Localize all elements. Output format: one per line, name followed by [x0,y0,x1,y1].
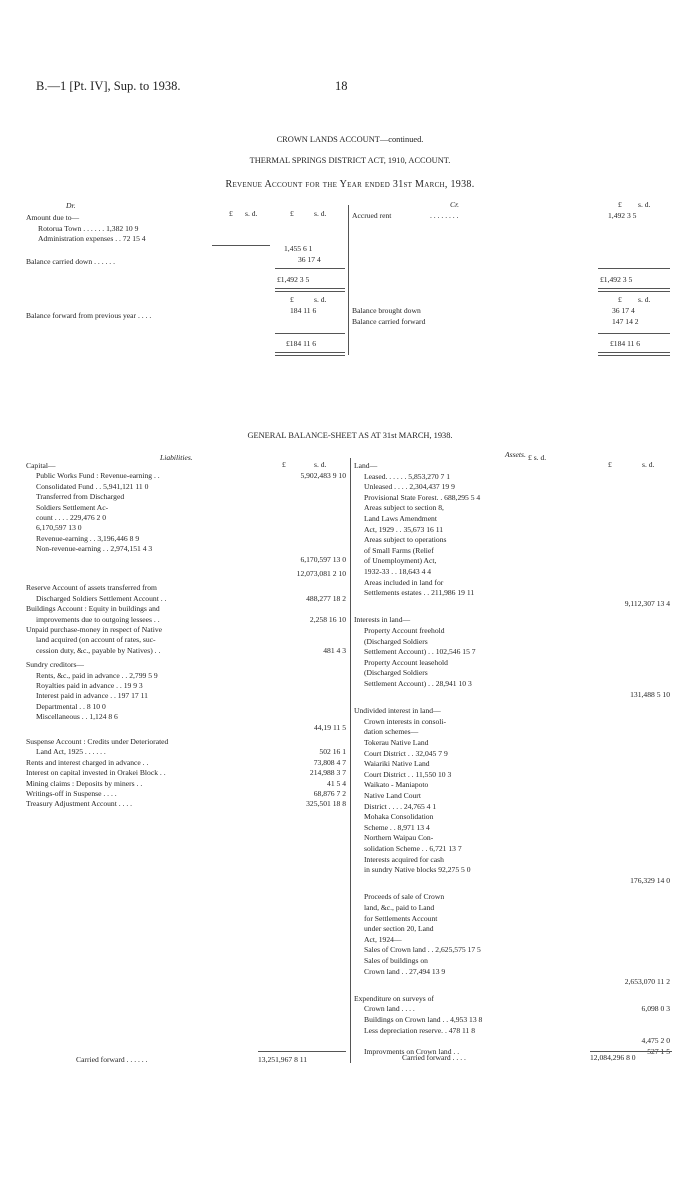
asset-line: Unleased . . . . 2,304,437 19 9 [364,482,455,492]
liability-line: 6,170,597 13 0 [36,523,82,533]
revenue-account-title: Revenue Account for the Year ended 31st March, 1938. [225,179,475,190]
asset-line: Act, 1924— [364,934,402,944]
balance-carried-down-value: 36 17 4 [298,255,321,264]
asset-value: 131,488 5 10 [630,689,670,699]
asset-line: dation schemes— [364,727,419,737]
asset-line: Waiariki Native Land [364,759,430,769]
sd-header: s. d. [638,295,651,304]
liability-line: Treasury Adjustment Account . . . . [26,799,133,809]
sd-header: s. d. [314,460,327,469]
liability-value: 6,170,597 13 0 [300,554,346,564]
asset-line: Improvments on Crown land . . [364,1046,460,1056]
balance-sheet-title: GENERAL BALANCE-SHEET AS AT 31st MARCH, 1938. [247,431,453,440]
asset-line: Undivided interest in land— [354,706,441,716]
liability-value: 2,258 16 10 [309,614,346,624]
asset-line: Leased. . . . . . 5,853,270 7 1 [364,471,451,481]
sd-header: s. d. [314,209,327,218]
asset-value: 527 1 5 [647,1046,670,1056]
asset-line: Interests acquired for cash [364,854,444,864]
asset-line: Native Land Court [364,791,421,800]
liability-line: Soldiers Settlement Ac- [36,502,109,512]
section-subheading: THERMAL SPRINGS DISTRICT ACT, 1910, ACCOUNT. [249,156,451,165]
liability-line: Buildings Account : Equity in buildings and [26,604,160,614]
liability-line: Public Works Fund : Revenue-earning . . [36,471,160,481]
balance-carried-down: Balance carried down . . . . . . [26,257,115,266]
sd-header: s. d. [642,460,655,469]
asset-line: Provisional State Forest. . 688,295 5 4 [364,492,481,502]
liability-line: Writings-off in Suspense . . . . [26,789,117,798]
pound-header: £ [608,460,612,469]
asset-line: Tokerau Native Land [364,738,429,747]
liability-line: Non-revenue-earning . . 2,974,151 4 3 [36,544,153,554]
pound-header: £ [618,295,622,304]
asset-line: Waikato - Maniapoto [364,780,429,790]
asset-line: in sundry Native blocks 92,275 5 0 [364,865,471,875]
liability-value: 68,876 7 2 [313,789,346,798]
right-carried-forward: Carried forward . . . . [402,1053,466,1062]
amount-due-label: Amount due to— [26,213,80,222]
page-reference: B.—1 [Pt. IV], Sup. to 1938. [36,79,181,93]
liabilities-label: Liabilities. [160,453,193,462]
asset-line: Land Laws Amendment [364,514,437,523]
sd-header: s. d. [314,295,327,304]
asset-line: of Small Farms (Relief [364,545,434,555]
column-divider [348,205,349,355]
asset-line: Land— [354,461,378,470]
asset-line: (Discharged Soldiers [364,668,428,678]
asset-value: 2,653,070 11 2 [624,977,670,987]
right-carried-forward-value: 12,084,296 8 0 [590,1053,636,1062]
pound-header: £ [618,200,622,209]
balance-brought-down-value: 36 17 4 [612,306,635,315]
debit-label: Dr. [66,201,76,210]
credit-label: Cr. [450,200,460,209]
liability-line: Discharged Soldiers Settlement Account . . [36,593,167,603]
rule [275,333,345,334]
liability-line: Interest on capital invested in Orakei Block . . [26,768,166,778]
admin-line: Administration expenses . . 72 15 4 [38,234,146,243]
rule [258,1051,346,1052]
rule [598,268,670,269]
asset-line: Northern Waipau Con- [364,833,434,843]
asset-line: Interests in land— [354,615,411,625]
liability-value: 325,501 18 8 [306,799,346,809]
liability-line: Rents, &c., paid in advance . . 2,799 5 9 [36,670,158,680]
asset-value: 6,098 0 3 [641,1004,670,1014]
assets-label: Assets. [505,450,526,459]
asset-line: (Discharged Soldiers [364,636,428,646]
pound-header: £ [282,460,286,469]
sd-header: s. d. [245,209,258,218]
balance-carried-forward-value: 147 14 2 [612,317,639,326]
liability-line: Reserve Account of assets transferred from [26,583,157,593]
asset-line: Act, 1929 . . 35,673 16 11 [364,524,444,534]
liability-line: Suspense Account : Credits under Deteriorated [26,737,169,746]
pound-header: £ [290,209,294,218]
asset-line: Scheme . . 8,971 13 4 [364,822,430,832]
asset-line: Areas included in land for [364,577,444,587]
asset-column-header: £ s. d. [528,453,547,462]
asset-line: Sales of buildings on [364,956,428,965]
asset-line: Crown land . . 27,494 13 9 [364,966,446,976]
asset-line: of Unemployment) Act, [364,556,437,566]
right-total-2: £184 11 6 [610,339,641,348]
left-carried-forward: Carried forward . . . . . . [76,1055,148,1064]
accrued-rent: Accrued rent [352,211,392,220]
asset-line: Expenditure on surveys of [354,993,434,1003]
left-total-2: £184 11 6 [286,339,317,348]
liability-line: improvements due to outgoing lessees . . [36,614,160,624]
asset-line: Court District . . 11,550 10 3 [364,769,452,779]
asset-line: Settlement Account) . . 102,546 15 7 [364,647,476,657]
asset-line: under section 20, Land [364,924,434,934]
pound-header: £ [290,295,294,304]
liability-line: Consolidated Fund . . 5,941,121 11 0 [36,481,149,491]
rule [590,1051,672,1052]
liability-line: Mining claims : Deposits by miners . . [26,778,143,788]
liability-line: Unpaid purchase-money in respect of Native [26,625,163,634]
asset-value: 176,329 14 0 [630,875,670,885]
asset-line: District . . . . 24,765 4 1 [364,801,437,811]
liability-line: count . . . . 229,476 2 0 [36,513,107,522]
balance-forward: Balance forward from previous year . . . . [26,311,152,320]
double-rule [275,352,345,356]
rotorua-line: Rotorua Town . . . . . . 1,382 10 9 [38,224,139,233]
asset-value: 4,475 2 0 [641,1036,670,1046]
liability-value: 41 5 4 [327,778,346,788]
liability-value: 488,277 18 2 [306,593,346,603]
sd-header: s. d. [638,200,651,209]
accrued-rent-value: 1,492 3 5 [608,211,637,220]
asset-line: 1932-33 . . 18,643 4 4 [364,567,432,576]
rule [598,333,670,334]
asset-line: land, &c., paid to Land [364,903,435,912]
asset-line: Crown land . . . . [364,1004,415,1014]
column-divider [350,458,351,1063]
liability-value: 12,073,081 2 10 [296,569,346,578]
liability-line: cession duty, &c., payable by Natives) . . [36,645,161,655]
asset-line: Less depreciation reserve. . 478 11 8 [364,1025,476,1035]
liability-line: Sundry creditors— [26,660,84,670]
liability-line: Interest paid in advance . . 197 17 11 [36,691,148,701]
asset-line: Settlement Account) . . 28,941 10 3 [364,679,472,688]
asset-line: Property Account leasehold [364,657,448,667]
asset-line: Settlements estates . . 211,986 19 11 [364,588,475,598]
rule [275,268,345,269]
asset-line: for Settlements Account [364,913,438,923]
liability-line: Miscellaneous . . 1,124 8 6 [36,712,118,722]
liability-line: Rents and interest charged in advance . . [26,757,149,767]
liability-line: Land Act, 1925 . . . . . . [36,747,106,757]
asset-line: Buildings on Crown land . . 4,953 13 8 [364,1015,483,1024]
liability-value: 214,988 3 7 [309,768,346,778]
asset-line: Areas subject to operations [364,535,447,545]
liability-value: 5,902,483 9 10 [300,471,346,481]
rule [212,245,270,246]
asset-line: Sales of Crown land . . 2,625,575 17 5 [364,945,481,955]
left-total: £1,492 3 5 [277,275,310,284]
liability-line: Capital— [26,461,56,470]
asset-line: Property Account freehold [364,626,445,635]
balance-brought-down: Balance brought down [352,306,421,315]
liability-line: Royalties paid in advance . . 19 9 3 [36,681,143,690]
liability-line: land acquired (on account of rates, suc- [36,635,156,645]
liability-line: Revenue-earning . . 3,196,446 8 9 [36,533,140,543]
left-carried-forward-value: 13,251,967 8 11 [258,1055,308,1064]
asset-line: Mohaka Consolidation [364,812,434,822]
liability-value: 481 4 3 [323,645,346,655]
asset-line: solidation Scheme . . 6,721 13 7 [364,844,462,853]
double-rule [598,288,670,292]
right-total: £1,492 3 5 [600,275,633,284]
asset-line: Proceeds of sale of Crown [364,892,445,902]
liability-value: 73,808 4 7 [313,757,346,767]
balance-carried-forward: Balance carried forward [352,317,426,326]
section-heading: CROWN LANDS ACCOUNT—continued. [276,135,424,144]
double-rule [598,352,670,356]
pound-header: £ [229,209,233,218]
asset-line: Court District . . 32,045 7 9 [364,748,448,758]
subtotal-value: 1,455 6 1 [284,244,313,253]
liability-line: Departmental . . 8 10 0 [36,701,106,711]
page-number: 18 [335,79,348,93]
liability-line: Transferred from Discharged [36,492,125,502]
liability-value: 502 16 1 [319,747,346,757]
liability-value: 44,19 11 5 [314,722,346,732]
asset-line: Crown interests in consoli- [364,716,447,726]
asset-line: Areas subject to section 8, [364,503,444,513]
asset-value: 9,112,307 13 4 [624,598,670,608]
double-rule [275,288,345,292]
balance-forward-value: 184 11 6 [290,306,317,315]
